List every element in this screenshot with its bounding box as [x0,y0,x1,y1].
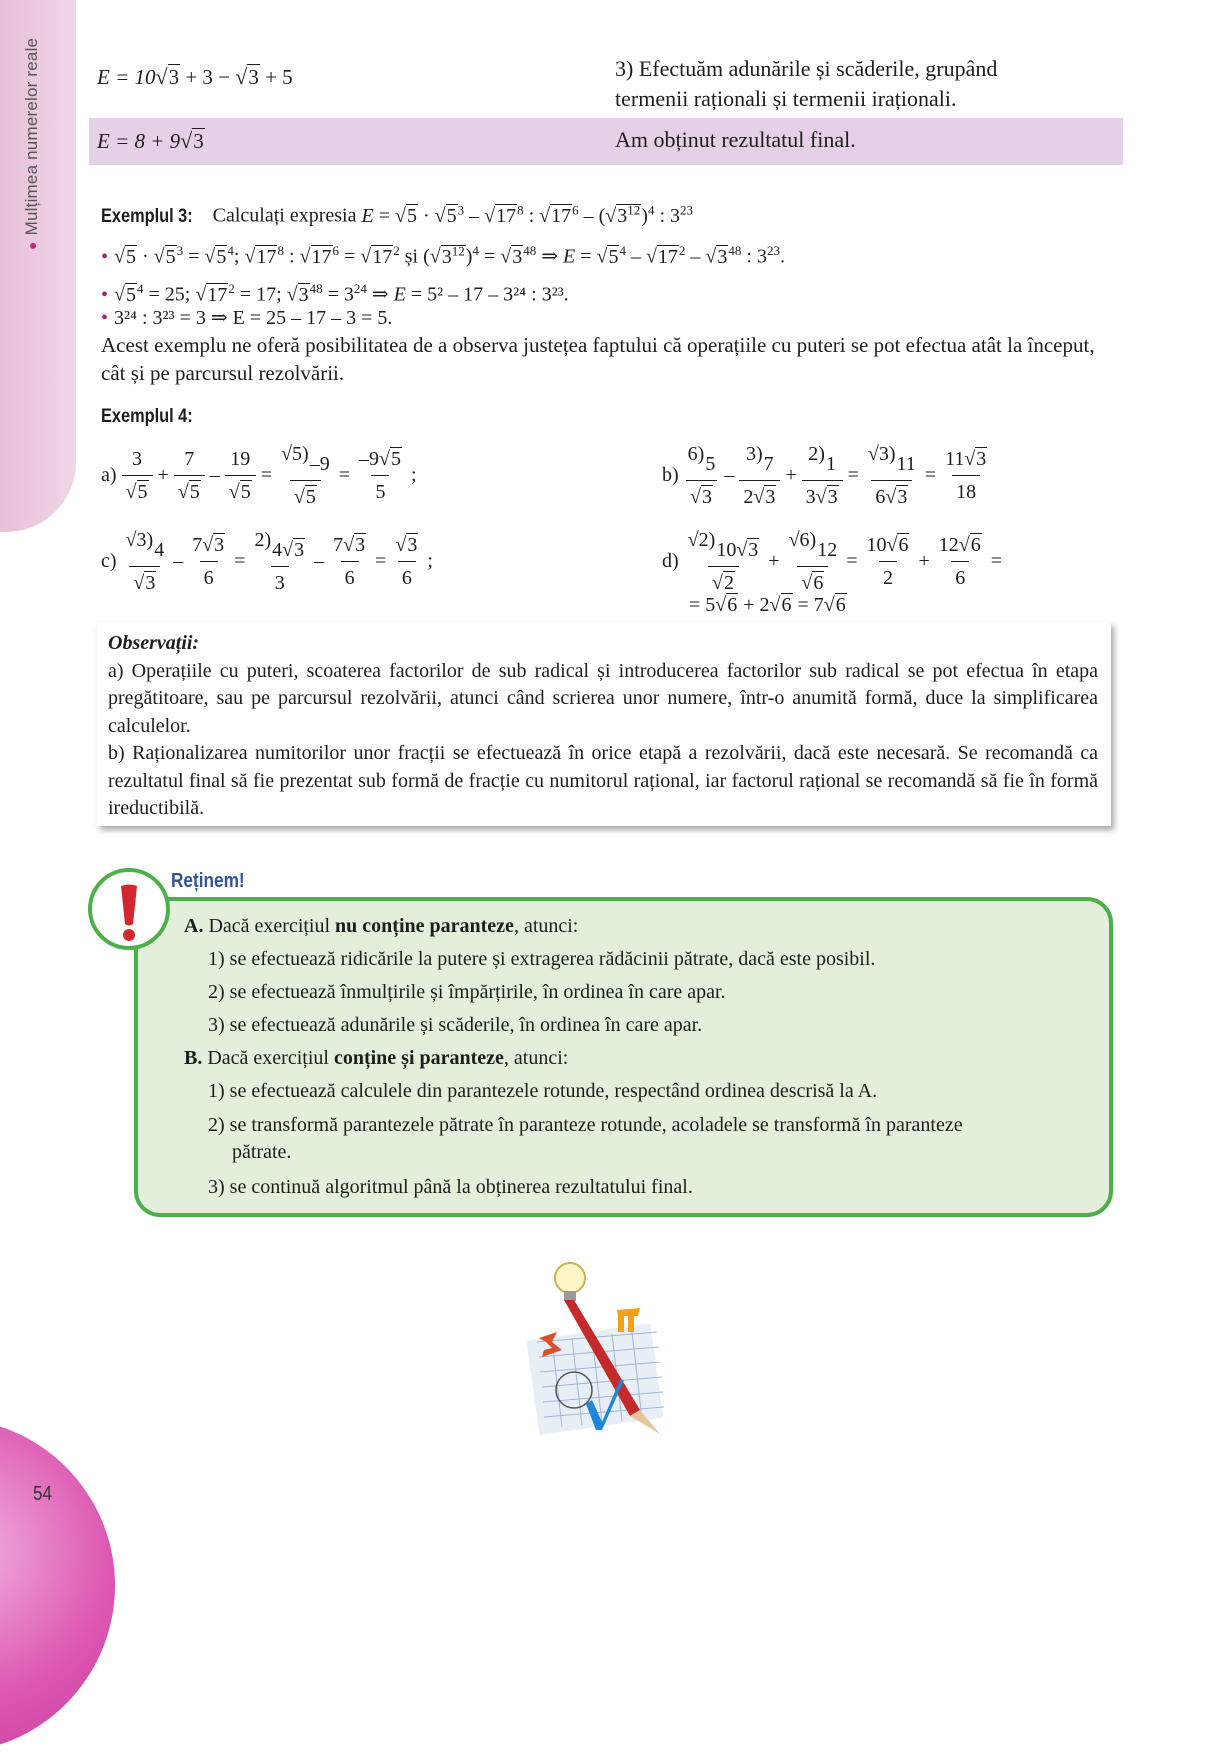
exclamation-icon [118,884,140,942]
retinem-a-item: 2) se efectuează înmulțirile și împărțirile, în ordinea în care apar. [208,981,726,1003]
bullet-icon: • [101,245,109,268]
step3-note [615,54,997,114]
bullet-icon: • [101,283,109,306]
final-expr-prefix: E = 8 + 9 [97,129,181,153]
example3-intro: Calculați expresia [212,204,357,227]
example3-line3-text: 3²⁴ : 3²³ = 3 ⇒ E = 25 – 17 – 3 = 5. [114,307,393,329]
retinem-b-item: 2) se transformă parantezele pătrate în paranteze rotunde, acoladele se transformă în paranteze [208,1114,963,1136]
retinem-b-bold1: conține și [333,1047,415,1069]
retinem-b-bold2: paranteze [419,1047,504,1069]
bullet-dot-icon: ● [24,241,40,250]
retinem-a-item: 1) se efectuează ridicările la putere și extragerea rădăcinii pătrate, dacă este posibil. [208,948,876,970]
chapter-label [22,0,52,250]
page-number: 54 [33,1483,52,1505]
step3-expr-prefix: E = 10 [97,65,156,89]
example3-header [101,196,693,231]
step3-expression: E = 10√3 + 3 − √3 + 5 [97,64,293,89]
observations-text [108,630,1098,823]
retinem-a-bold: nu conține paranteze [335,915,514,937]
example4-b: b) $\frac{6)5}{√3}$ – $\frac{3)7}{2√3}$ + $\frac{2)1}{3√3}$ = $\frac{√3)11}{6√3}$ = $\frac{11√3}{18}$ [662,440,996,511]
example4-d-continued: = 5√6 + 2√6 = 7√6 [689,594,846,616]
step3-expr-mid2: + 5 [259,65,293,89]
step3-expr-mid1: + 3 − [180,65,236,89]
retinem-a-header [184,912,578,940]
retinem-b-item: 3) se continuă algoritmul până la obținerea rezultatului final. [208,1176,693,1198]
example3-title: Exemplul 3: [101,205,193,227]
bullet-icon: • [101,307,109,329]
retinem-a-label: A. [184,915,204,937]
retinem-a-item: 3) se efectuează adunările și scăderile, în ordinea în care apar. [208,1014,703,1036]
observation-b: b) Raționalizarea numitorilor unor fracții se efectuează în orice etapă a rezolvării, dacă este necesară. Se recomandă ca rezultatul final să fie prezentat sub formă de fracție cu numitorul rațional, iar factorul rațional se recomandă să fie în formă ireductibilă. [108,742,1098,819]
step3-note-line2: termenii raționali și termenii iraționali. [615,86,957,111]
final-note: Am obținut rezultatul final. [615,127,856,152]
observation-a: a) Operațiile cu puteri, scoaterea factorilor de sub radical și introducerea factorilor sub radical se pot efectua în etapa pregătitoare, sau pe parcursul rezolvării, atunci când scrierea unor numere, într-o anumită formă, duce la simplificarea calculelor. [108,659,1098,737]
example3-expression: $E = √5 \cdot √5^3 - √17^8$ : $√17^6 - (√3^{12})^4$ : $3^{23}$ [361,202,694,227]
example3-line3 [101,304,392,332]
final-result-row [89,118,1123,165]
retinem-title: Reținem! [171,870,245,892]
retinem-b-item: 1) se efectuează calculele din parantezele rotunde, respectând ordinea descrisă la A. [208,1080,878,1102]
retinem-b-item-cont: pătrate. [232,1141,292,1163]
retinem-b-label: B. [184,1047,203,1069]
example4-c: c) $\frac{√3)4}{√3}$ – $\frac{7√3}{6}$ = $\frac{2)4√3}{3}$ – $\frac{7√3}{6}$ = $\frac{√3}{6}$ ; [101,526,433,597]
step3-note-line1: 3) Efectuăm adunările și scăderile, grupând [615,56,998,81]
example4-d: d) $\frac{√2)10√3}{√2}$ + $\frac{√6)12}{√6}$ = $\frac{10√6}{2}$ + $\frac{12√6}{6}$ = [662,526,1002,597]
observations-title: Observații: [108,632,200,654]
retinem-a-text2: , atunci: [513,915,579,937]
example3-line1: • $√5 \cdot √5^3 = √5^4$; $√17^8$ : $√17^6 = √17^2$ și $(√3^{12})^4 = √3^{48}$ ⇒ $E = √5^4 - √17^2 - √3^{48}$ : $3^{23}$. [101,243,785,268]
example3-paragraph: Acest exemplu ne oferă posibilitatea de a observa justețea faptului că operațiile cu puteri se pot efectua atât la început, cât și pe parcursul rezolvării. [101,333,1095,385]
example4-a: a) $\frac{3}{√5}$ + $\frac{7}{√5}$ – $\frac{19}{√5}$ = $\frac{√5)-9}{√5}$ = $\frac{-9√5}{5}$ ; [101,440,417,511]
final-expression: E = 8 + 9√3 [97,128,204,153]
retinem-b-text1: Dacă exercițiul [207,1047,329,1069]
retinem-a-text1: Dacă exercițiul [208,915,331,937]
math-illustration-icon [522,1262,672,1442]
retinem-b-text2: , atunci: [503,1047,569,1069]
example4-title: Exemplul 4: [101,406,193,427]
example3-line2: • $√5^4 = 25$; $√17^2 = 17$; $√3^{48} = 3^{24}$ ⇒ E = 5² – 17 – 3²⁴ : 3²³. [101,281,569,306]
corner-decoration [0,1418,115,1753]
chapter-label-text: Mulțimea numerelor reale [22,37,41,236]
retinem-b-header [184,1044,568,1072]
